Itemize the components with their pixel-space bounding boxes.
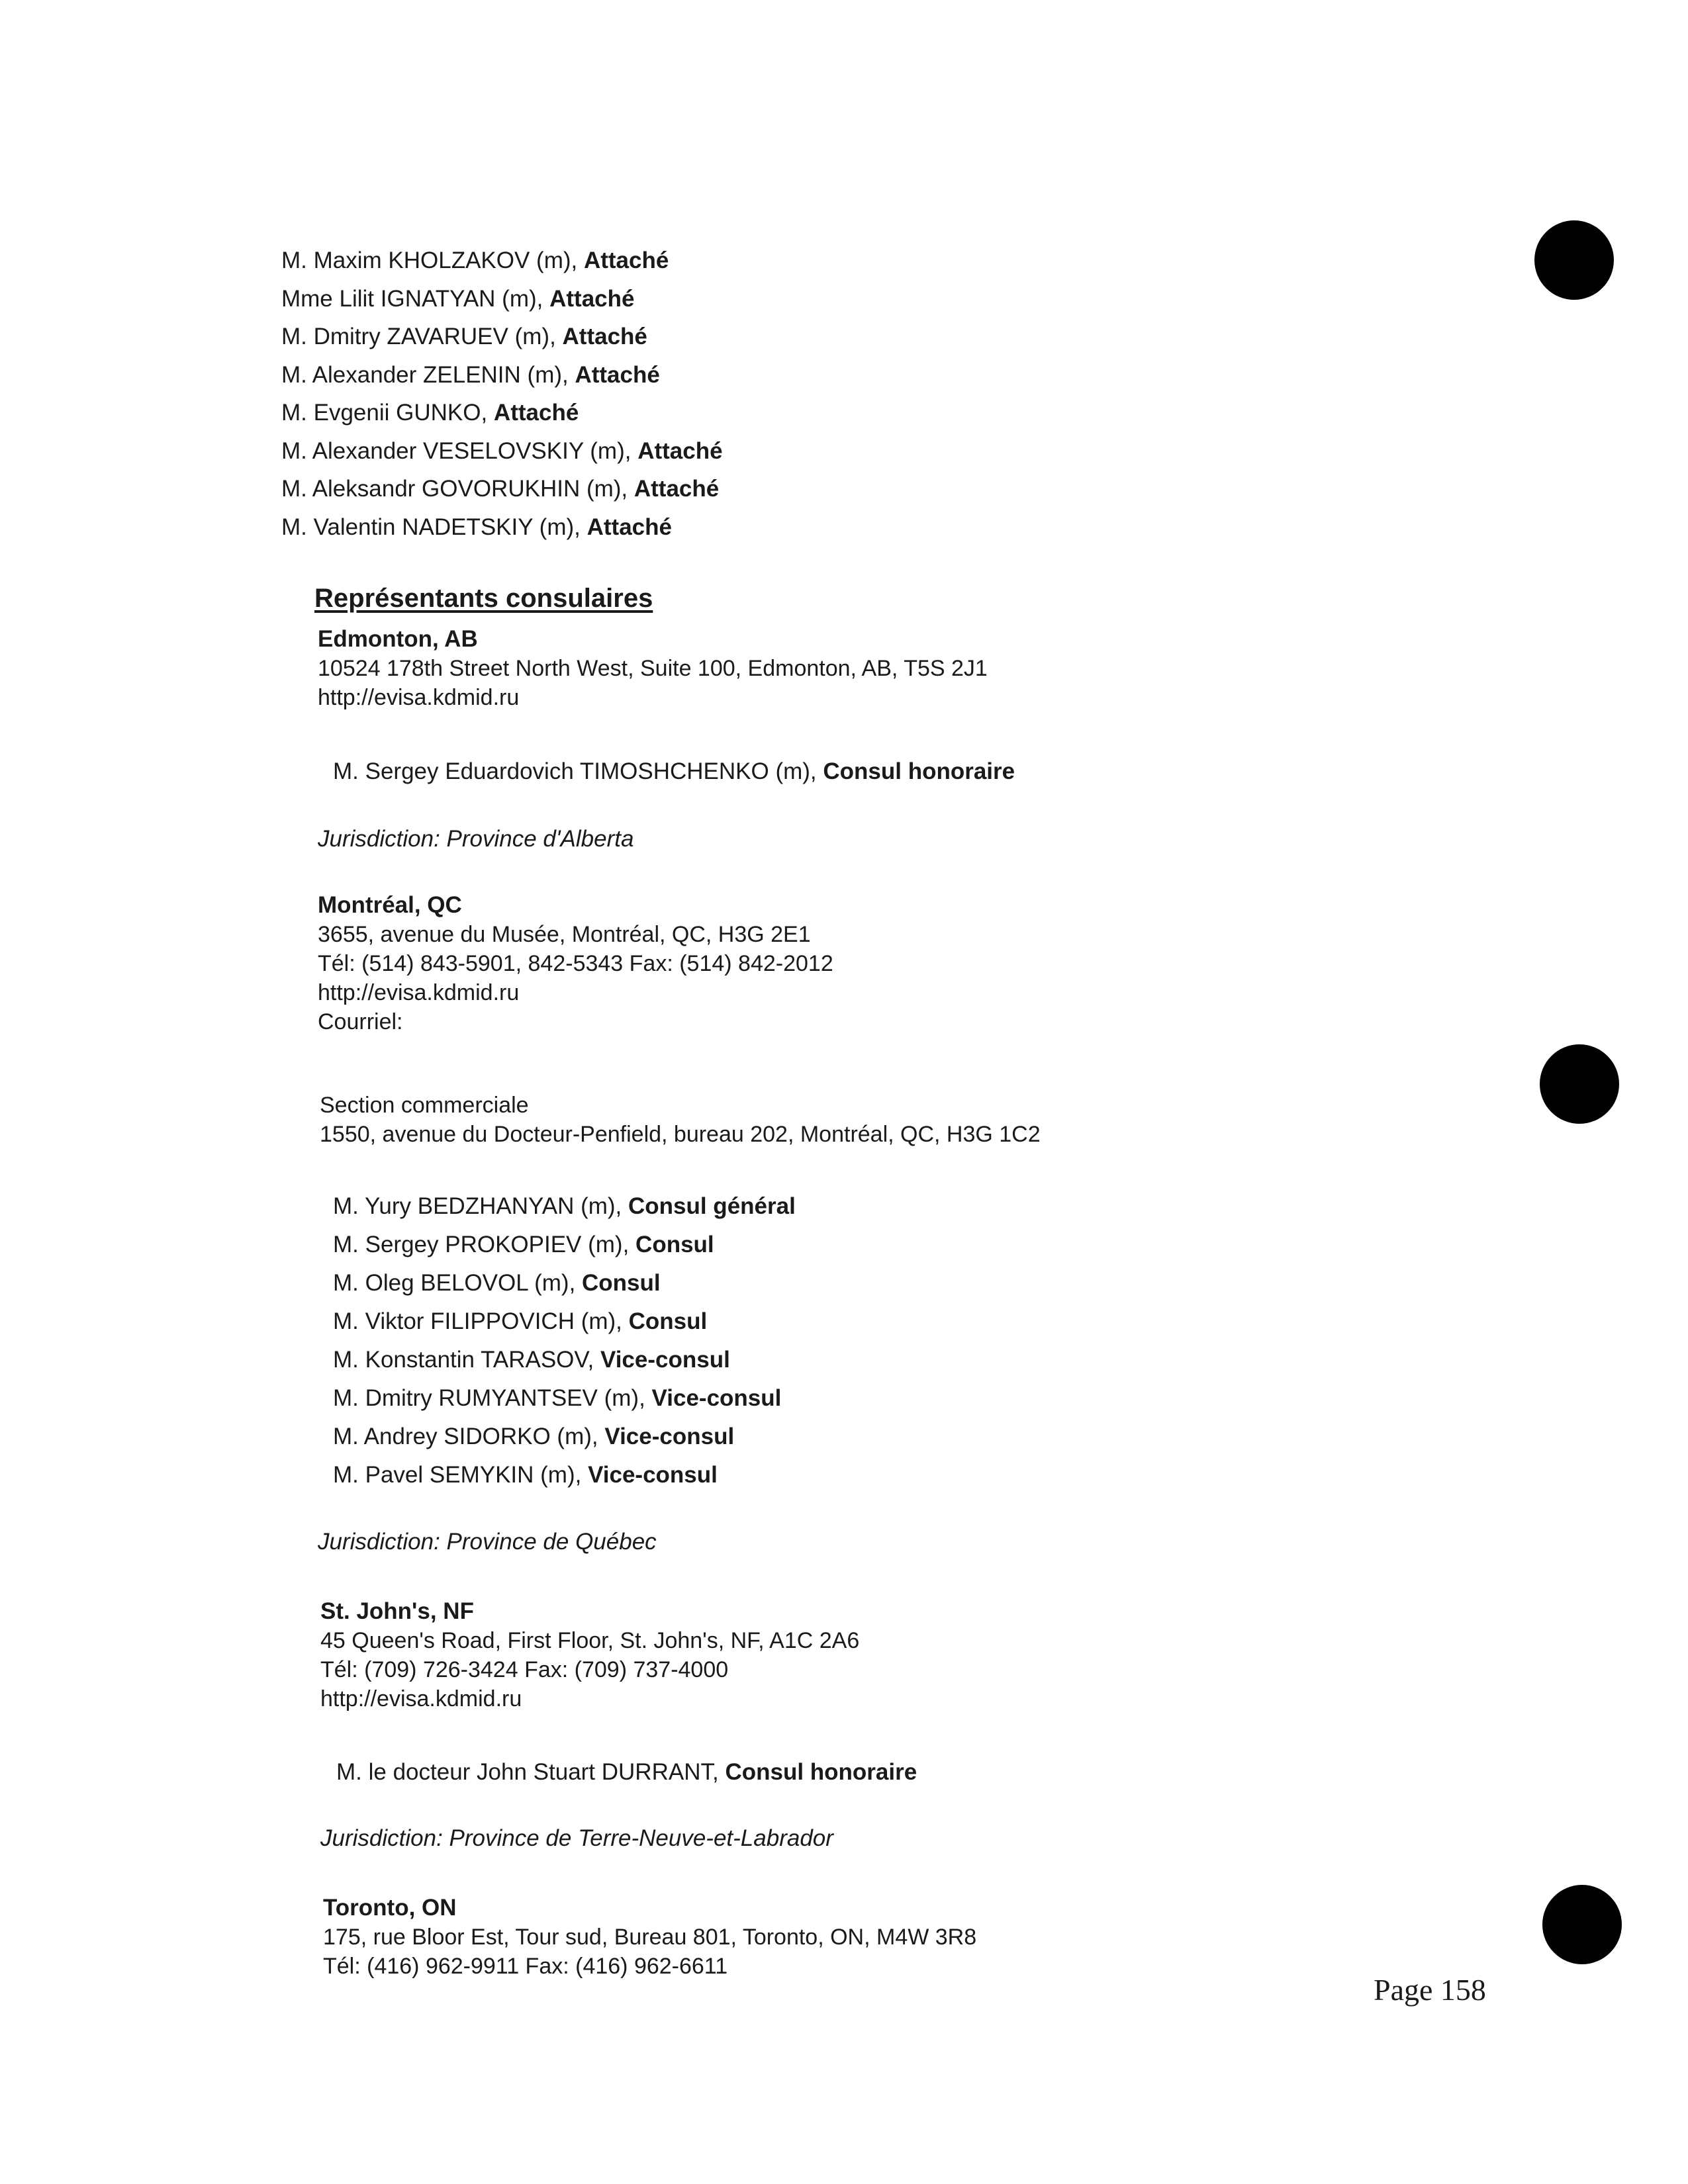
punch-hole-top	[1534, 220, 1614, 300]
person-name: M. Evgenii GUNKO,	[281, 400, 494, 426]
person-title: Attaché	[549, 285, 635, 312]
office-city: Edmonton, AB	[318, 626, 478, 652]
list-item	[333, 1187, 796, 1226]
person-name: M. Pavel SEMYKIN (m),	[333, 1462, 588, 1488]
list-item	[333, 1418, 796, 1456]
person-title: Attaché	[637, 437, 723, 464]
person-title: Attaché	[586, 514, 672, 540]
person-title: Consul honoraire	[725, 1759, 917, 1785]
person-name: M. Valentin NADETSKIY (m),	[281, 514, 587, 540]
person-title: Attaché	[583, 248, 669, 273]
office-website: http://evisa.kdmid.ru	[318, 980, 520, 1005]
person-title: Vice-consul	[600, 1347, 730, 1373]
person-title: Attaché	[493, 400, 579, 426]
office-address: 3655, avenue du Musée, Montréal, QC, H3G 2E1	[318, 922, 811, 947]
list-item	[281, 470, 723, 508]
office-toronto	[323, 1893, 976, 1981]
person-title: Vice-consul	[604, 1424, 735, 1449]
person-title: Consul honoraire	[823, 758, 1015, 784]
list-item	[333, 752, 1015, 791]
office-city: St. John's, NF	[320, 1598, 474, 1624]
person-title: Attaché	[633, 476, 720, 502]
section-heading: Représentants consulaires	[314, 584, 653, 613]
person-title: Attaché	[575, 361, 660, 388]
person-name: M. Maxim KHOLZAKOV (m),	[281, 248, 584, 273]
list-item	[333, 1264, 796, 1302]
person-name: M. Sergey Eduardovich TIMOSHCHENKO (m),	[333, 758, 823, 784]
person-name: M. Sergey PROKOPIEV (m),	[333, 1232, 636, 1257]
page-number: Page 158	[1374, 1973, 1486, 2007]
list-item	[281, 242, 723, 280]
person-name: M. Alexander VESELOVSKIY (m),	[281, 437, 638, 464]
list-item	[281, 394, 723, 432]
office-montreal	[318, 891, 833, 1036]
person-title: Consul général	[628, 1193, 796, 1219]
list-item	[281, 280, 723, 318]
jurisdiction-note: Jurisdiction: Province de Québec	[318, 1529, 657, 1555]
person-name: M. Viktor FILIPPOVICH (m),	[333, 1308, 629, 1334]
person-title: Consul	[582, 1270, 661, 1296]
person-name: M. Konstantin TARASOV,	[333, 1347, 600, 1373]
person-name: M. Alexander ZELENIN (m),	[281, 361, 575, 388]
person-name: M. Dmitry RUMYANTSEV (m),	[333, 1385, 652, 1411]
office-people	[333, 1187, 796, 1494]
list-item	[333, 1456, 796, 1494]
office-edmonton	[318, 625, 988, 712]
list-item	[333, 1226, 796, 1264]
person-name: M. Aleksandr GOVORUKHIN (m),	[281, 476, 634, 502]
commercial-label: Section commerciale	[320, 1093, 529, 1118]
office-city: Toronto, ON	[323, 1895, 457, 1921]
punch-hole-middle	[1540, 1044, 1619, 1124]
attache-list	[281, 242, 723, 546]
list-item	[281, 432, 723, 471]
office-address: 10524 178th Street North West, Suite 100, Edmonton, AB, T5S 2J1	[318, 656, 988, 681]
commercial-address: 1550, avenue du Docteur-Penfield, bureau 202, Montréal, QC, H3G 1C2	[320, 1122, 1041, 1147]
office-website: http://evisa.kdmid.ru	[318, 685, 520, 710]
office-phone: Tél: (514) 843-5901, 842-5343 Fax: (514) 842-2012	[318, 951, 833, 976]
person-title: Vice-consul	[651, 1385, 782, 1411]
person-name: M. le docteur John Stuart DURRANT,	[336, 1759, 726, 1785]
office-address: 45 Queen's Road, First Floor, St. John's, NF, A1C 2A6	[320, 1628, 860, 1653]
person-name: M. Dmitry ZAVARUEV (m),	[281, 324, 563, 349]
list-item	[333, 1341, 796, 1379]
jurisdiction-note: Jurisdiction: Province de Terre-Neuve-et-Labrador	[320, 1825, 833, 1851]
list-item	[281, 508, 723, 547]
office-people	[333, 752, 1015, 791]
person-title: Consul	[635, 1232, 714, 1257]
person-title: Vice-consul	[588, 1462, 718, 1488]
office-phone: Tél: (416) 962-9911 Fax: (416) 962-6611	[323, 1954, 728, 1979]
office-address: 175, rue Bloor Est, Tour sud, Bureau 801, Toronto, ON, M4W 3R8	[323, 1925, 977, 1950]
list-item	[336, 1753, 917, 1792]
list-item	[281, 318, 723, 356]
office-website: http://evisa.kdmid.ru	[320, 1686, 522, 1711]
commercial-section	[320, 1091, 1041, 1149]
person-name: M. Yury BEDZHANYAN (m),	[333, 1193, 628, 1219]
list-item	[333, 1302, 796, 1341]
office-phone: Tél: (709) 726-3424 Fax: (709) 737-4000	[320, 1657, 729, 1682]
person-title: Consul	[628, 1308, 708, 1334]
person-title: Attaché	[562, 324, 647, 349]
person-name: Mme Lilit IGNATYAN (m),	[281, 285, 550, 312]
person-name: M. Andrey SIDORKO (m),	[333, 1424, 605, 1449]
office-city: Montréal, QC	[318, 892, 462, 918]
punch-hole-bottom	[1542, 1885, 1622, 1964]
list-item	[281, 356, 723, 394]
jurisdiction-note: Jurisdiction: Province d'Alberta	[318, 826, 634, 852]
office-stjohns	[320, 1597, 859, 1713]
list-item	[333, 1379, 796, 1418]
office-people	[336, 1753, 917, 1792]
office-email-label: Courriel:	[318, 1009, 403, 1034]
person-name: M. Oleg BELOVOL (m),	[333, 1270, 583, 1296]
